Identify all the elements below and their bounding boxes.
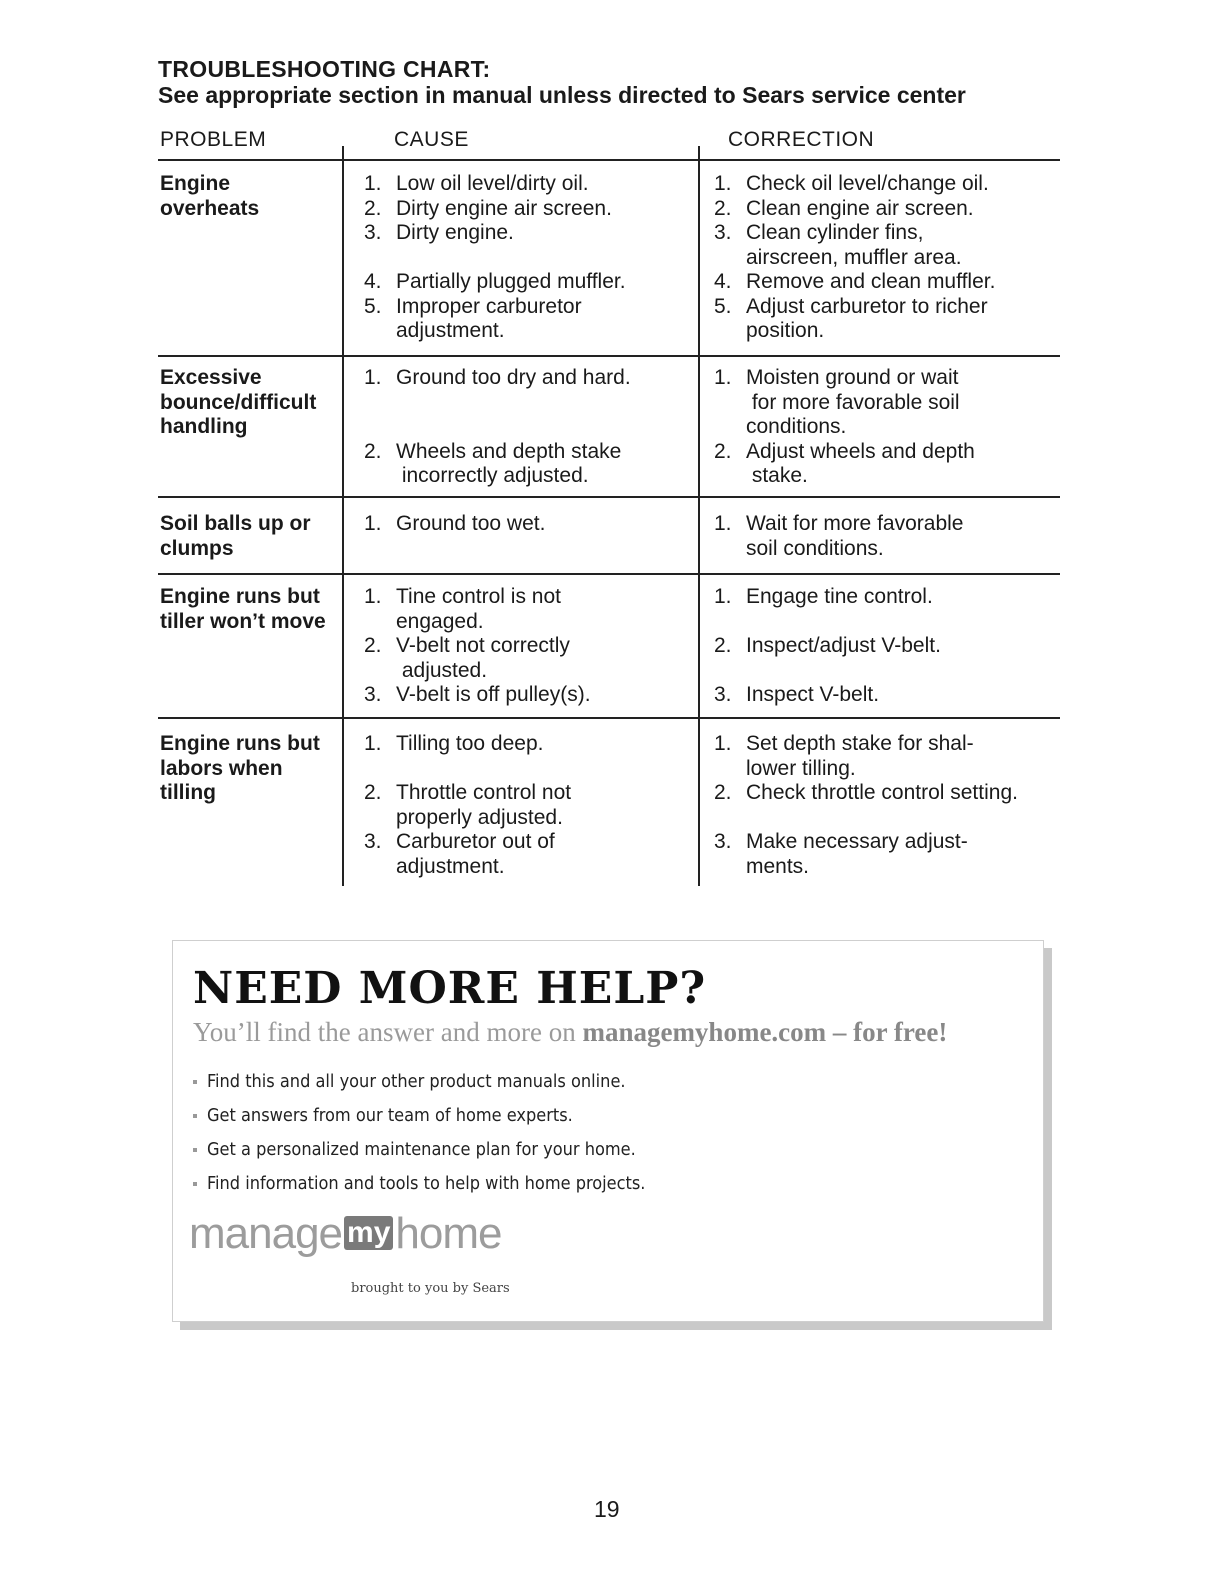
correction-text: Engage tine control. — [746, 585, 933, 608]
correction-text: stake. — [746, 464, 808, 487]
cause-text: Dirty engine air screen. — [396, 196, 612, 220]
problem-label-line: Soil balls up or — [160, 512, 311, 535]
correction-text: Adjust wheels and depth — [746, 439, 975, 463]
correction-number: 1. — [714, 366, 732, 389]
correction-number: 3. — [714, 830, 732, 853]
cause-number: 1. — [364, 732, 382, 755]
cause-number: 1. — [364, 366, 382, 389]
cause-number: 2. — [364, 439, 382, 463]
correction-text: ments. — [746, 854, 810, 878]
correction-text: Set depth stake for shal- — [746, 732, 974, 755]
help-bullet-text: Find this and all your other product manuals online. — [207, 1071, 626, 1092]
correction-number: 3. — [714, 221, 732, 244]
help-subtitle-suffix: – for free! — [826, 1017, 948, 1047]
correction-text: soil conditions. — [746, 536, 884, 560]
problem-label-line: tiller won’t move — [160, 609, 326, 633]
column-divider — [698, 146, 700, 886]
correction-number: 3. — [714, 683, 732, 706]
problem-label-line: Engine runs but — [160, 585, 320, 608]
logo-manage-text: manage — [189, 1209, 343, 1258]
problem-label — [160, 366, 340, 440]
cause-number: 3. — [364, 221, 382, 244]
cause-text: Wheels and depth stake — [396, 439, 622, 463]
problem-label-line: handling — [160, 415, 248, 438]
correction-number: 2. — [714, 634, 732, 657]
bullet-square-icon — [193, 1182, 197, 1186]
cause-text: adjustment. — [396, 319, 505, 342]
problem-label-line: labors when — [160, 756, 283, 780]
problem-label-line: overheats — [160, 196, 260, 220]
cause-number: 5. — [364, 294, 382, 318]
correction-number: 1. — [714, 172, 732, 195]
cause-text: adjustment. — [396, 854, 505, 878]
cause-text: Dirty engine. — [396, 221, 514, 244]
problem-label-line: bounce/difficult — [160, 390, 317, 414]
correction-number: 1. — [714, 585, 732, 608]
correction-text: Check throttle control setting. — [746, 781, 1018, 804]
brought-by-sears: brought to you by Sears — [351, 1281, 510, 1296]
problem-label — [160, 172, 340, 221]
header-divider — [158, 159, 1060, 161]
cause-text: engaged. — [396, 609, 484, 633]
row-divider — [158, 717, 1060, 719]
logo-my-badge: my — [344, 1216, 393, 1250]
cause-number: 2. — [364, 196, 382, 220]
correction-number: 5. — [714, 294, 732, 318]
help-bullet-list — [193, 1065, 645, 1201]
correction-text: Make necessary adjust- — [746, 830, 968, 853]
correction-text: Remove and clean muffler. — [746, 270, 996, 293]
cause-text: properly adjusted. — [396, 805, 563, 829]
correction-text: Inspect/adjust V-belt. — [746, 634, 941, 657]
problem-label-line: tilling — [160, 781, 216, 804]
correction-text: Clean engine air screen. — [746, 196, 974, 220]
bullet-square-icon — [193, 1080, 197, 1084]
cause-number: 3. — [364, 683, 382, 706]
correction-number: 2. — [714, 196, 732, 220]
help-bullet-text: Find information and tools to help with home projects. — [207, 1173, 646, 1194]
cause-number: 2. — [364, 781, 382, 804]
help-bullet — [193, 1065, 645, 1099]
bullet-square-icon — [193, 1114, 197, 1118]
cause-text: incorrectly adjusted. — [396, 464, 589, 487]
problem-label — [160, 585, 340, 634]
cause-text: Throttle control not — [396, 781, 572, 804]
correction-text: for more favorable soil — [746, 390, 960, 414]
help-bullet — [193, 1099, 645, 1133]
correction-text: Inspect V-belt. — [746, 683, 880, 706]
need-more-help-box — [172, 940, 1044, 1322]
correction-text: Moisten ground or wait — [746, 366, 959, 389]
row-divider — [158, 573, 1060, 575]
help-bullet-text: Get a personalized maintenance plan for your home. — [207, 1139, 636, 1160]
correction-text: lower tilling. — [746, 756, 856, 780]
row-divider — [158, 355, 1060, 357]
correction-text: Adjust carburetor to richer — [746, 294, 988, 318]
column-header-problem: PROBLEM — [160, 128, 267, 151]
help-subtitle — [193, 1017, 947, 1048]
help-bullet-text: Get answers from our team of home experts. — [207, 1105, 573, 1126]
chart-title: TROUBLESHOOTING CHART: — [158, 56, 491, 82]
cause-text: Improper carburetor — [396, 294, 582, 318]
help-subtitle-link: managemyhome.com — [582, 1017, 827, 1047]
bullet-square-icon — [193, 1148, 197, 1152]
correction-text: airscreen, muffler area. — [746, 245, 962, 269]
problem-label — [160, 512, 340, 561]
correction-number: 2. — [714, 781, 732, 804]
problem-label-line: clumps — [160, 536, 234, 560]
correction-text: Wait for more favorable — [746, 512, 964, 535]
cause-text: V-belt not correctly — [396, 634, 570, 657]
cause-text: V-belt is off pulley(s). — [396, 683, 591, 706]
cause-text: Ground too dry and hard. — [396, 366, 631, 389]
logo-home-text: home — [395, 1209, 502, 1258]
help-bullet — [193, 1167, 645, 1201]
correction-text: Clean cylinder fins, — [746, 221, 924, 244]
correction-number: 4. — [714, 270, 732, 293]
cause-text: Tilling too deep. — [396, 732, 544, 755]
cause-number: 1. — [364, 585, 382, 608]
cause-text: Tine control is not — [396, 585, 561, 608]
help-subtitle-prefix: You’ll find the answer and more on — [193, 1017, 583, 1047]
correction-text: Check oil level/change oil. — [746, 172, 989, 195]
correction-text: position. — [746, 319, 825, 342]
cause-text: Partially plugged muffler. — [396, 270, 626, 293]
column-header-correction: CORRECTION — [728, 128, 875, 151]
correction-number: 1. — [714, 732, 732, 755]
problem-label-line: Excessive — [160, 366, 262, 389]
problem-label — [160, 732, 340, 806]
cause-number: 1. — [364, 512, 382, 535]
cause-number: 2. — [364, 634, 382, 657]
chart-subtitle: See appropriate section in manual unless directed to Sears service center — [158, 82, 966, 108]
help-bullet — [193, 1133, 645, 1167]
column-divider — [342, 146, 344, 886]
row-divider — [158, 496, 1060, 498]
column-header-cause: CAUSE — [394, 128, 469, 151]
correction-number: 2. — [714, 439, 732, 463]
cause-text: Carburetor out of — [396, 830, 555, 853]
cause-text: Low oil level/dirty oil. — [396, 172, 589, 195]
problem-label-line: Engine — [160, 172, 231, 195]
correction-number: 1. — [714, 512, 732, 535]
cause-text: adjusted. — [396, 658, 488, 682]
cause-number: 3. — [364, 830, 382, 853]
cause-number: 1. — [364, 172, 382, 195]
cause-text: Ground too wet. — [396, 512, 546, 535]
correction-text: conditions. — [746, 415, 847, 438]
managemyhome-logo — [189, 1209, 501, 1259]
problem-label-line: Engine runs but — [160, 732, 320, 755]
page-number: 19 — [594, 1496, 620, 1522]
help-title: NEED MORE HELP? — [193, 963, 707, 1014]
cause-number: 4. — [364, 270, 382, 293]
